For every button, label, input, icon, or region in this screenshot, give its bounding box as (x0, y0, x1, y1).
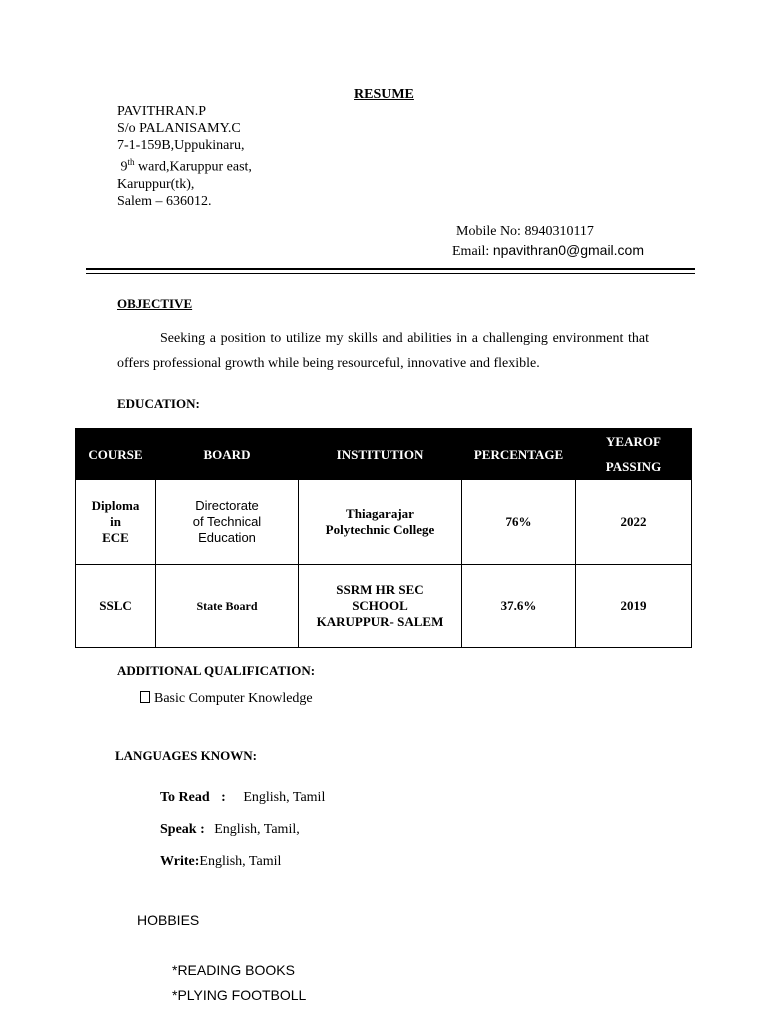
objective-text: Seeking a position to utilize my skills and abilities in a challenging environment that offers professional growth while being resourceful, innovative and flexible. (117, 331, 649, 371)
table-header-row (76, 429, 692, 480)
cell-percentage: 37.6% (462, 565, 576, 648)
hobbies-heading: HOBBIES (137, 912, 200, 928)
ward-suffix: th (127, 157, 135, 167)
read-separator: : (221, 790, 226, 805)
cell-line: Thiagarajar (346, 506, 414, 521)
col-year (576, 429, 692, 480)
speak-label: Speak : (160, 822, 205, 837)
write-value: English, Tamil (199, 854, 282, 869)
cell-line: Polytechnic College (325, 522, 435, 537)
additional-heading: ADDITIONAL QUALIFICATION: (117, 663, 316, 678)
write-label: Write: (160, 854, 200, 869)
language-read-row (160, 790, 325, 806)
col-course: COURSE (76, 429, 156, 480)
email-label: Email: (452, 244, 490, 259)
cell-line: KARUPPUR- SALEM (316, 614, 444, 629)
cell-course: SSLC (76, 565, 156, 648)
cell-board: State Board (156, 565, 299, 648)
education-table (75, 428, 692, 648)
cell-line: Education (198, 530, 256, 545)
cell-line: SCHOOL (352, 598, 408, 613)
table-row (76, 480, 692, 565)
cell-line: Directorate (195, 498, 259, 513)
cell-institution (299, 480, 462, 565)
address-line-1: 7-1-159B,Uppukinaru, (117, 138, 245, 153)
cell-institution (299, 565, 462, 648)
address-line-4: Salem – 636012. (117, 193, 212, 209)
table-row (76, 565, 692, 648)
name: PAVITHRAN.P (117, 104, 207, 119)
read-label: To Read (160, 790, 210, 805)
list-item (140, 691, 313, 707)
col-year-line2: PASSING (605, 459, 662, 474)
cell-year: 2019 (576, 565, 692, 648)
objective-heading: OBJECTIVE (117, 296, 193, 311)
education-heading: EDUCATION: (117, 396, 200, 411)
father-name: S/o PALANISAMY.C (117, 121, 241, 136)
mobile-line (452, 223, 644, 241)
header-rule-thick (86, 268, 695, 270)
language-write-row (160, 854, 281, 870)
address-line-3: Karuppur(tk), (117, 176, 195, 192)
col-year-line1: YEAROF (606, 434, 661, 449)
speak-value: English, Tamil, (214, 822, 300, 837)
cell-year: 2022 (576, 480, 692, 565)
cell-line: in (110, 514, 121, 529)
languages-heading: LANGUAGES KNOWN: (115, 748, 257, 763)
list-item: *PLYING FOOTBOLL (172, 987, 307, 1003)
mobile-label: Mobile No: (456, 224, 521, 239)
cell-line: ECE (102, 530, 129, 545)
cell-percentage: 76% (462, 480, 576, 565)
mobile-number: 8940310117 (524, 224, 594, 239)
list-item: *READING BOOKS (172, 962, 295, 978)
email-line (452, 241, 644, 261)
additional-item-text: Basic Computer Knowledge (154, 691, 313, 706)
resume-title: RESUME (354, 87, 414, 102)
col-institution: INSTITUTION (299, 429, 462, 480)
address-line-2 (117, 154, 252, 176)
cell-line: Diploma (91, 498, 140, 513)
language-speak-row (160, 822, 300, 838)
cell-course (76, 480, 156, 565)
read-value: English, Tamil (243, 790, 326, 805)
address-block (117, 103, 252, 210)
contact-block (452, 223, 644, 261)
email-address: npavithran0@gmail.com (492, 242, 644, 258)
ward-text: ward,Karuppur east, (138, 159, 252, 175)
cell-line: SSRM HR SEC (336, 582, 424, 597)
cell-line: of Technical (192, 514, 262, 529)
ward-number: 9 (120, 159, 128, 175)
header-rule-thin (86, 273, 695, 274)
col-percentage: PERCENTAGE (462, 429, 576, 480)
bullet-box-icon (140, 691, 150, 703)
cell-board (156, 480, 299, 565)
col-board: BOARD (156, 429, 299, 480)
